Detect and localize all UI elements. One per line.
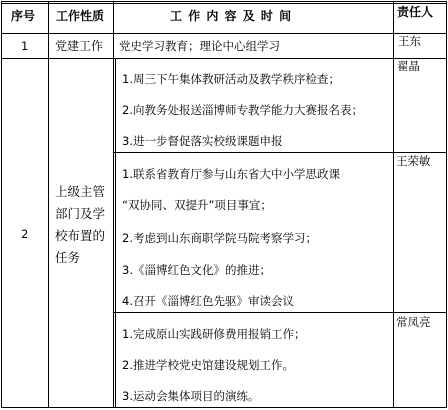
group2-item: 3.《淄博红色文化》的推进； — [122, 263, 271, 277]
row1-seq: 1 — [21, 39, 29, 53]
group1-item: 1.周三下午集体教研活动及教学秩序检查； — [122, 72, 340, 86]
group2-item: 4.召开《淄博红色先驱》审读会议 — [122, 294, 294, 308]
row1-content: 党史学习教育；理论中心组学习 — [119, 39, 280, 53]
group1-owner: 翟晶 — [397, 59, 420, 73]
row2-nature — [55, 181, 113, 269]
row2-nature-line: 部门及学 — [55, 206, 106, 221]
header-nature: 工作性质 — [56, 9, 105, 23]
group2-item: 1.联系省教育厅参与山东省大中小学思政课 — [122, 167, 340, 181]
header-owner: 责任人 — [397, 5, 434, 19]
row1-owner: 王东 — [398, 34, 421, 48]
header-seq: 序号 — [11, 9, 36, 23]
group3-item: 3.运动会集体项目的演练。 — [122, 389, 260, 403]
row1-nature: 党建工作 — [55, 39, 104, 53]
group3-owner: 常凤亮 — [396, 315, 431, 329]
header-content: 工 作 内 容 及 时 间 — [170, 9, 293, 23]
row2-nature-line: 校布置的 — [55, 228, 106, 243]
group1-item: 3.进一步督促落实校级课题申报 — [122, 134, 283, 148]
group2-item: 2.考虑到山东商职学院马院考察学习； — [122, 231, 317, 245]
group1-item: 2.向教务处报送淄博师专教学能力大赛报名表； — [122, 103, 363, 117]
row2-seq: 2 — [21, 227, 29, 241]
row2-nature-line: 上级主管 — [55, 184, 106, 199]
group3-item: 1.完成原山实践研修费用报销工作； — [122, 327, 306, 341]
row2-nature-line: 任务 — [55, 250, 81, 265]
group2-owner: 王荣敏 — [396, 154, 431, 168]
group3-item: 2.推进学校党史馆建设规划工作。 — [122, 358, 294, 372]
group2-item: “双协同、双提升”项目事宜； — [122, 198, 272, 212]
